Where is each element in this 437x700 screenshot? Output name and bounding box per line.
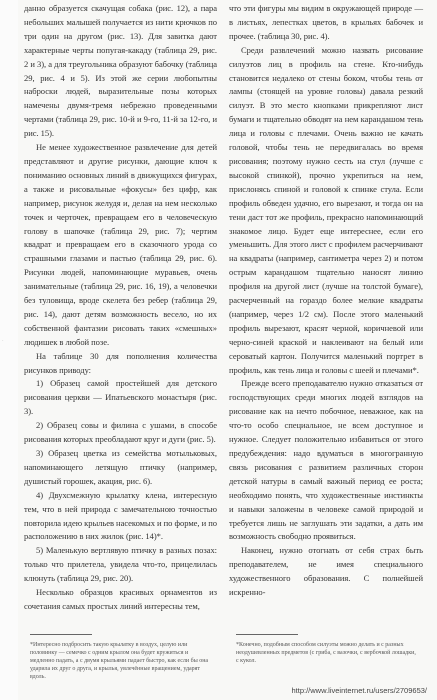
paragraph: 2) Образец совы и филина с ушами, в способе рисования которых преобладают круг и дуги (рис. 5).: [24, 420, 217, 445]
footnote-right: *Конечно, подобным способом силуэты можно делать и с разных неодушевленных предметов (с гриба, с вазочки, с вербочкой лошадки, с кукол.: [236, 642, 416, 664]
right-text-column: [229, 2, 423, 600]
paragraph: что эти фигуры мы видим в окружающей природе — в листьях, лепестках цветов, в крыльях бабочек и прочее. (таблица 30, рис. 4).: [229, 3, 423, 41]
paragraph: данно образуется скачущая собака (рис. 12), а пара небольших малышей получается из нити крючков по три один на другом (рис. 13). Для завитка дают характерные черты попугая-какаду (таблица 29, рис. 2 и 3), а для треугольника образуют бабочку (таблица 29, рис. 4 и 5). Из этой же серии любопытны наброски людей, выразительные позы которых намечены двумя-тремя небрежно проведенными чертами (таблица 29, рис. 10-й и 9-го, 11-й за 12-го, и рис. 15).: [24, 3, 217, 139]
page-edge: [0, 0, 18, 700]
paragraph: 5) Маленькую вертлявую птичку в разных позах: только что прилетела, увидела что-то, прицелилась клюнуть (таблица 29, рис. 20).: [24, 545, 217, 584]
footnote-left: *Интересно подбросить такую крылатку в воздух, целую или половинку — семечко с одним крылом она будет кружиться и медленно падать, а с двумя крыльями падает быстро, как если бы она ударила их друг о друга, и крылья, увлечённые вращением, ударят вдоль.: [30, 642, 209, 680]
footnote-rule-right: [236, 634, 298, 635]
paragraph: 3) Образец цветка из семейства мотыльковых, напоминающего летящую птичку (например, душистый горошек, акация, рис. 6).: [24, 448, 217, 486]
margin-mark: ·: [2, 339, 4, 344]
footnote-rule-left: [30, 634, 92, 635]
left-text-column: [24, 2, 217, 614]
paragraph: Несколько образцов красивых орнаментов из сочетания самых простых линий интересны тем,: [24, 587, 217, 611]
source-watermark: http://www.liveinternet.ru/users/2709653/: [291, 686, 427, 695]
paragraph: Не менее художественное развлечение для детей представляют и другие рисунки, дающие ключ к пониманию основных линий в движущихся фигурах, а также и рисовальные «фокусы» без цифр, как например, рисунок желудя и, делая на нем несколько точек и черточек, превращаем его в человеческую голову в шапочке (таблица 29, рис. 7); чертим квадрат и превращаем его в сказочного урода со страшными глазами и пастью (таблица 29, рис. 6). Рисунки людей, напоминающие муравьев, очень занимательные (таблица 29, рис. 16, 19), а человечки без туловища, вроде скелета без ребер (таблица 29, рис. 14), дают детям возможность весело, но их собственной фантазии рисовать таких «смешных» людишек в любой позе.: [24, 142, 217, 347]
paragraph: Прежде всего преподавателю нужно отказаться от господствующих среди многих людей взглядов на рисование как на нечто побочное, неважное, как на что-то особо специальное, не всем доступное и нужное. Следует положительно избавиться от этого предубеждения: надо вдуматься в многогранную связь рисования с развитием различных сторон детской натуры в самый важный период ее роста; необходимо понять, что художественные инстинкты и навыки заложены в человеке самой природой и требуется лишь не заглушать эти задатки, а дать им возможность свободно проявиться.: [229, 378, 423, 542]
paragraph: 1) Образец самой простейшей для детского рисования церкви — Ипатьевского монастыря (рис. 3).: [24, 378, 217, 417]
paragraph: Наконец, нужно отогнать от себя страх быть преподавателем, не имея специального художественного образования. С полнейшей искренно-: [229, 545, 423, 598]
paragraph: Среди развлечений можно назвать рисование силуэтов лиц в профиль на стене. Кто-нибудь становится недалеко от стены боком, чтобы тень от лампы (стоящей на уровне головы) давала резкий силуэт. В это место кнопками прикрепляют лист бумаги и тщательно обводят на нем карандашом тень лица и головы с плечами. Очень важно не качать головой, чтобы тень не передвигалась во время рисования; поэтому нужно сесть на стул (лучше с высокой спинкой), прочно укрепиться на нем, прислонясь спиной и головой к спинке стула. Если профиль обведен удачно, его вырезают, и тогда он на тени даст тот же профиль, прекрасно напоминающий знакомое лицо. Будет еще интереснее, если его уменьшить. Для этого лист с профилем расчерчивают на квадраты (например, сантиметра через 2) и потом острым карандашом тщательно наносят линию профиля на другой лист (лучше на толстой бумаге), расчерченный на гораздо более мелкие квадраты (например, через 1/2 см). После этого маленький профиль вырезают, красят черной, коричневой или черно-синей краской и наклеивают на белый или сероватый картон. Получится маленький портрет в профиль, как тень лица и головы с шеей и плечами*.: [229, 44, 423, 375]
paragraph: На таблице 30 для пополнения количества рисунков приводу:: [24, 350, 217, 375]
paragraph: 4) Двухсмежную крылатку клена, интересную тем, что в ней природа с замечательною точностью повторила идею крыльев насекомых и по форме, и по расположению в них жилок (рис. 14)*.: [24, 489, 217, 542]
